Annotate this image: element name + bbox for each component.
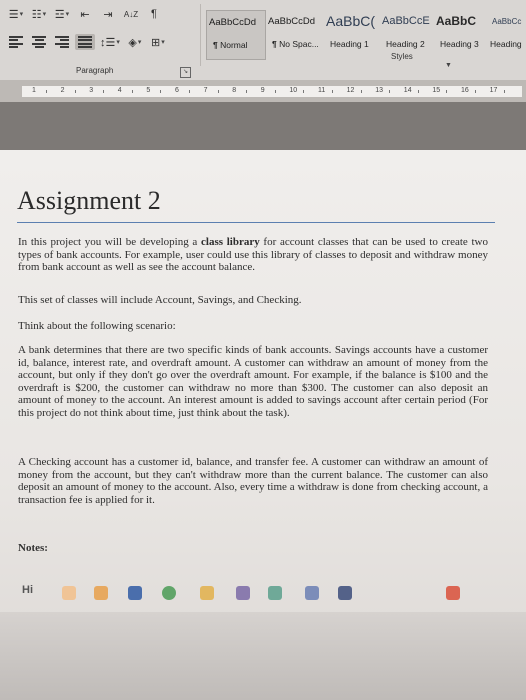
ruler-number: 13 (375, 87, 383, 94)
ruler-tick (504, 90, 505, 93)
sort-button[interactable] (121, 6, 141, 22)
style-name: ¶ No Spac... (272, 39, 319, 49)
ruler-tick (46, 90, 47, 93)
paragraph-row-1 (6, 6, 164, 22)
align-left-button[interactable] (6, 34, 26, 50)
paragraph-group (0, 0, 200, 80)
align-center-icon (32, 36, 46, 48)
document-title[interactable]: Assignment 2 (17, 186, 161, 215)
ruler-tick (75, 90, 76, 93)
style-heading-2[interactable] (380, 10, 436, 58)
ruler-tick (103, 90, 104, 93)
ruler-number: 14 (403, 87, 412, 94)
style-name: Heading 1 (330, 39, 369, 49)
ruler-number: 12 (346, 87, 355, 94)
justify-icon (78, 36, 92, 48)
bullets-icon: ☰ (8, 8, 19, 21)
ruler-tick (418, 90, 419, 93)
taskbar (0, 580, 526, 610)
multilevel-list-icon: ☲ (54, 8, 65, 21)
align-center-button[interactable] (29, 34, 49, 50)
ruler-number: 17 (489, 87, 498, 94)
increase-indent-button[interactable] (98, 6, 118, 22)
ruler-tick (332, 90, 333, 93)
styles-gallery (206, 10, 526, 70)
ruler-tick (303, 90, 304, 93)
numbering-button[interactable]: ☷ ▾ (31, 8, 47, 21)
paragraph-scenario[interactable]: Think about the following scenario: (18, 320, 176, 332)
style-sample: AaBbC( (326, 13, 376, 29)
style-sample: AaBbCc (492, 17, 522, 26)
desk-area (0, 612, 526, 700)
ruler-tick (218, 90, 219, 93)
ruler-number: 4 (117, 87, 122, 94)
pilcrow-icon: ¶ (151, 8, 157, 20)
style-name: Heading (490, 39, 522, 49)
shading-button[interactable]: ◈ ▾ (128, 36, 142, 49)
ruler-tick (132, 90, 133, 93)
notes-label[interactable]: Notes: (18, 542, 48, 554)
justify-button[interactable] (75, 34, 95, 50)
ruler-number: 1 (32, 87, 36, 94)
ruler-tick (446, 90, 447, 93)
style-name: ¶ Normal (213, 40, 248, 50)
ruler-tick (246, 90, 247, 93)
ruler-tick (160, 90, 161, 93)
paint-bucket-icon: ◈ (128, 36, 137, 49)
app-icon[interactable] (338, 586, 352, 600)
word-icon[interactable] (128, 586, 142, 600)
align-right-button[interactable] (52, 34, 72, 50)
app-icon[interactable] (305, 586, 319, 600)
style-sample: AaBbCcDd (268, 16, 315, 27)
title-underline (17, 222, 495, 223)
app-icon[interactable] (446, 586, 460, 600)
ruler-number: 11 (318, 87, 326, 94)
paragraph-classes[interactable]: This set of classes will include Account, Savings, and Checking. (18, 294, 302, 306)
style-sample: AaBbCcDd (209, 17, 256, 28)
numbering-icon: ☷ (31, 8, 42, 21)
app-icon[interactable] (268, 586, 282, 600)
styles-more-icon[interactable]: ▼ (445, 62, 452, 69)
ruler-number: 2 (60, 87, 65, 94)
style-heading-4[interactable] (490, 10, 526, 58)
style-heading-3[interactable] (434, 10, 488, 58)
line-spacing-button[interactable]: ↕☰ ▾ (100, 36, 120, 49)
ruler-number: 7 (203, 87, 208, 94)
window-gap (0, 102, 526, 150)
app-icon[interactable] (200, 586, 214, 600)
multilevel-list-button[interactable]: ☲ ▾ (54, 8, 70, 21)
decrease-indent-icon: ⇤ (80, 8, 90, 21)
increase-indent-icon: ⇥ (103, 8, 113, 21)
style-heading-1[interactable] (324, 10, 380, 58)
chrome-icon[interactable] (162, 586, 176, 600)
ruler-tick (275, 90, 276, 93)
borders-button[interactable]: ⊞ ▾ (151, 36, 165, 49)
paragraph-savings[interactable]: A bank determines that there are two specific kinds of bank accounts. Savings accounts have a customer id, balance, interest rate, and overdraft amount. A customer can withdraw an amount of money from the account, but only if they don't go over the overdraft amount. For example, if the balance is $100 and the overdraft is $200, the customer can withdraw no more than $300. The customer can also deposit an amount of money to the account. An interest amount is added to savings account after certain period (For this project do not think about time, just think about the task). (18, 344, 488, 419)
app-icon[interactable] (236, 586, 250, 600)
ruler-strip (22, 86, 522, 97)
style-sample: AaBbCcE (382, 15, 430, 27)
ruler-number: 9 (260, 87, 265, 94)
ruler-number: 3 (89, 87, 94, 94)
paragraph-group-label: Paragraph (76, 66, 114, 75)
ruler-tick (189, 90, 190, 93)
align-left-icon (9, 36, 23, 48)
ruler-number: 5 (146, 87, 151, 94)
styles-group-label: Styles (391, 52, 413, 61)
style-no-spacing[interactable] (266, 10, 324, 58)
borders-icon: ⊞ (151, 36, 161, 49)
horizontal-ruler[interactable] (0, 80, 526, 102)
style-name: Heading 2 (386, 39, 425, 49)
ruler-tick (389, 90, 390, 93)
paragraph-launcher-icon[interactable]: ↘ (180, 67, 191, 78)
decrease-indent-button[interactable] (75, 6, 95, 22)
app-icon[interactable] (62, 586, 76, 600)
show-formatting-button[interactable] (144, 6, 164, 22)
sort-icon: A↓Z (123, 9, 139, 19)
hi-icon[interactable]: Hi (22, 584, 33, 596)
paragraph-intro[interactable]: In this project you will be developing a class library for account classes that can be used to create two types of bank accounts. For example, user could use this library of classes to deposit and withdraw money from bank account as well as see the account balance. (18, 236, 488, 274)
ribbon-separator (200, 4, 201, 66)
ruler-tick (475, 90, 476, 93)
style-sample: AaBbC (436, 14, 477, 28)
ruler-number: 8 (232, 87, 237, 94)
ruler-number: 16 (461, 87, 469, 94)
ruler-number: 10 (289, 87, 298, 94)
ribbon (0, 0, 526, 81)
ruler-number: 6 (175, 87, 179, 94)
ruler-number: 15 (432, 87, 441, 94)
paragraph-row-2 (6, 34, 168, 50)
line-spacing-icon: ↕☰ (100, 36, 116, 49)
app-icon[interactable] (94, 586, 108, 600)
align-right-icon (55, 36, 69, 48)
paragraph-checking[interactable]: A Checking account has a customer id, balance, and transfer fee. A customer can withdraw an amount of money from the account, but they can't withdraw more than the current balance. The customer can also deposit an amount of money to the account. Also, every time a withdraw is done from checking account, a transaction fee is applied for it. (18, 456, 488, 506)
bullets-button[interactable]: ☰ ▾ (8, 8, 24, 21)
ruler-tick (361, 90, 362, 93)
style-name: Heading 3 (440, 39, 479, 49)
style-normal[interactable] (206, 10, 266, 60)
